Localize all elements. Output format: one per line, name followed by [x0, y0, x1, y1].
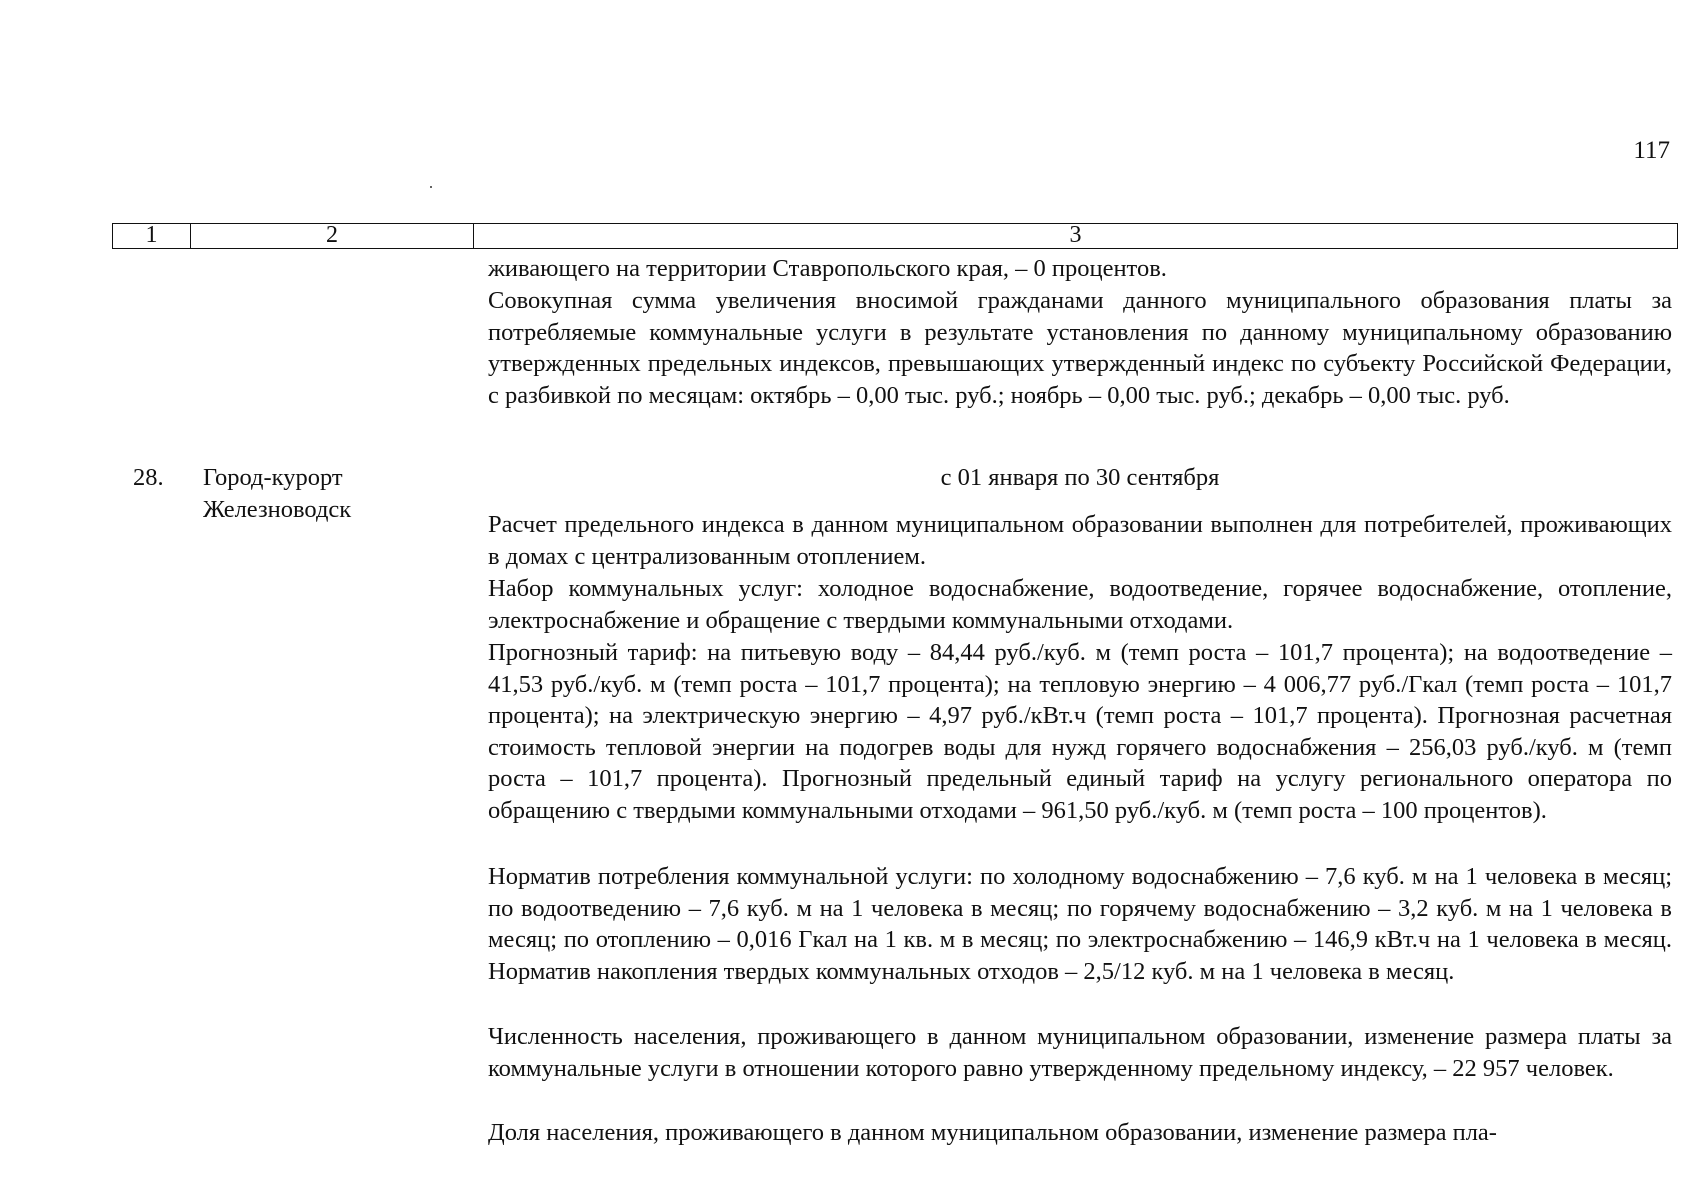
scan-speck: [430, 186, 432, 188]
population-paragraph: Численность населения, проживающего в данном муниципальном образовании, изменение размера платы за коммунальные услуги в отношении которого равно утвержденному предельному индексу, – 22 957 человек.: [488, 1023, 1672, 1082]
tariff-paragraph: Прогнозный тариф: на питьевую воду – 84,44 руб./куб. м (темп роста – 101,7 процента); на водоотведение – 41,53 руб./куб. м (темп роста – 101,7 процента); на тепловую энергию – 4 006,77 руб./Гкал (темп роста – 101,7 процента); на электрическую энергию – 4,97 руб./кВт.ч (темп роста – 101,7 процента). Прогнозная расчетная стоимость тепловой энергии на подогрев воды для нужд горячего водоснабжения – 256,03 руб./куб. м (темп роста – 101,7 процента). Прогнозный предельный единый тариф на услугу регионального оператора по обращению с твердыми коммунальными отходами – 961,50 руб./куб. м (темп роста – 100 процентов).: [488, 639, 1672, 824]
consumption-norm-paragraph: Норматив потребления коммунальной услуги: по холодному водоснабжению – 7,6 куб. м на 1 человека в месяц; по водоотведению – 7,6 куб. м на 1 человека в месяц; по горячему водоснабжению – 3,2 куб. м на 1 человека в месяц; по отоплению – 0,016 Гкал на 1 кв. м в месяц; по электроснабжению – 146,9 кВт.ч на 1 человека в месяц. Норматив накопления твердых коммунальных отходов – 2,5/12 куб. м на 1 человека в месяц.: [488, 863, 1672, 985]
population-share-paragraph: Доля населения, проживающего в данном муниципальном образовании, изменение размера пла-: [488, 1119, 1497, 1146]
municipality-name: Город-курорт Железноводск: [203, 464, 352, 523]
page-number: 117: [1633, 137, 1670, 164]
column-header-row: [112, 223, 1678, 249]
column-header-3: 3: [1069, 222, 1082, 248]
total-increase-paragraph: Совокупная сумма увеличения вносимой гражданами данного муниципального образования платы за потребляемые коммунальные услуги в результате установления по данному муниципальному образованию утвержденных предельных индексов, превышающих утвержденный индекс по субъекту Российской Федерации, с разбивкой по месяцам: октябрь – 0,00 тыс. руб.; ноябрь – 0,00 тыс. руб.; декабрь – 0,00 тыс. руб.: [488, 287, 1672, 409]
entry-number: 28.: [133, 464, 164, 491]
column-header-2: 2: [191, 224, 474, 248]
services-paragraph: Набор коммунальных услуг: холодное водоснабжение, водоотведение, горячее водоснабжение, отопление, электроснабжение и обращение с твердыми коммунальными отходами.: [488, 575, 1672, 634]
calculation-paragraph: Расчет предельного индекса в данном муниципальном образовании выполнен для потребителей, проживающих в домах с централизованным отоплением.: [488, 511, 1672, 570]
period-heading: с 01 января по 30 сентября: [940, 464, 1220, 491]
continued-paragraph: живающего на территории Ставропольского края, – 0 процентов.: [488, 255, 1167, 282]
column-header-1: 1: [113, 224, 191, 248]
